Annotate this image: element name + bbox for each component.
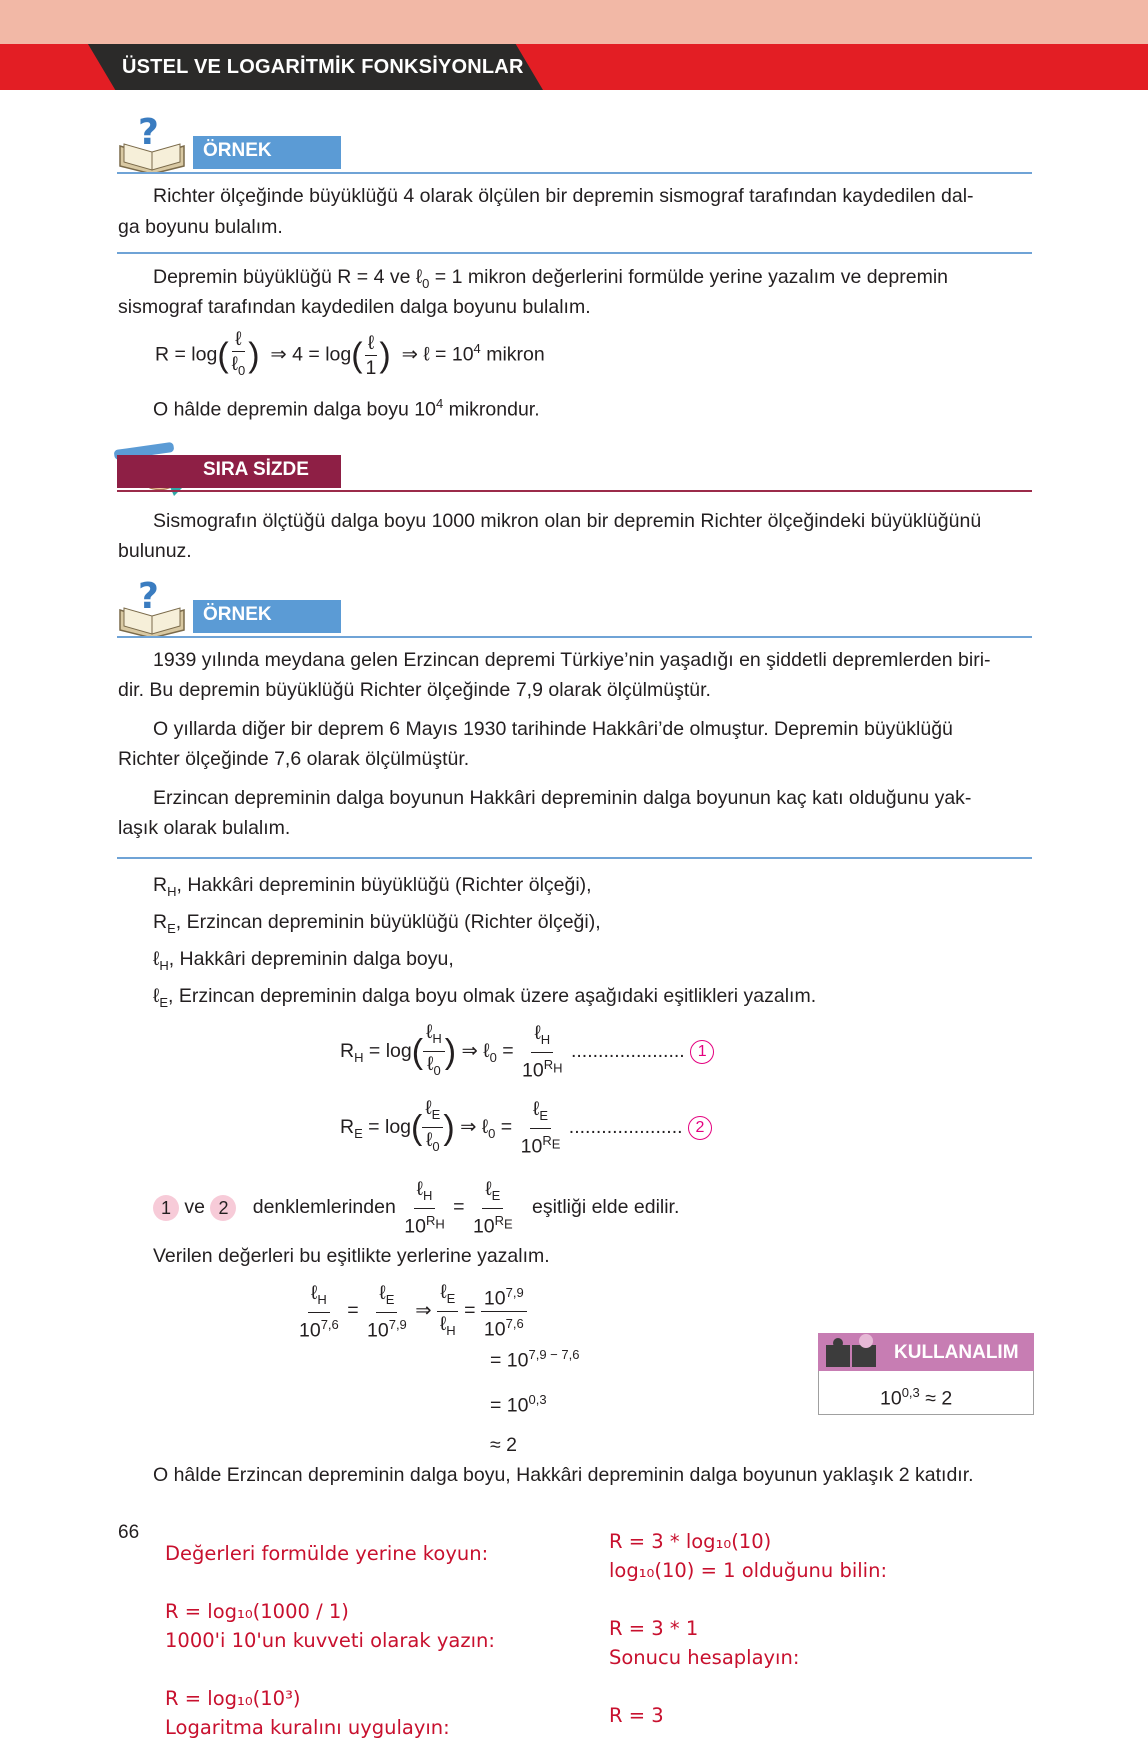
definition-rh: $R_H$, Hakkâri depreminin büyüklüğü (Richter ölçeği), — [153, 874, 592, 899]
computation-line3: = $10^{0,3}$ — [490, 1392, 547, 1417]
sira-sizde-bar — [117, 455, 193, 488]
definition-lh: ℓ$_H$, Hakkâri depreminin dalga boyu, — [153, 948, 454, 973]
annotation-left-2: R = log₁₀(1000 / 1) — [165, 1600, 349, 1623]
kullanalim-value: $10^{0,3} \approx 2$ — [880, 1385, 953, 1410]
example1-question-line2: ga boyunu bulalım. — [118, 216, 283, 238]
equation-2: $R_E = \log$( $\frac{\ell_E}{\ell_0}$ ) ⇒ ℓ$_0$ = $\frac{\ell_E}{10^{R_E}}$ ..................... 2 — [340, 1096, 712, 1165]
combined-equality: 1 ve 2 denklemlerinden $\frac{\ell_H}{10^{R_H}}$ = $\frac{\ell_E}{10^{R_E}}$ eşitliği elde edilir. — [153, 1176, 679, 1239]
book-question-icon — [116, 116, 188, 174]
sira-sizde-label: SIRA SİZDE — [193, 455, 341, 488]
annotation-right-2: log₁₀(10) = 1 olduğunu bilin: — [609, 1559, 888, 1582]
page-number: 66 — [118, 1522, 140, 1543]
definition-le: ℓ$_E$, Erzincan depreminin dalga boyu olmak üzere aşağıdaki eşitlikleri yazalım. — [153, 985, 817, 1010]
example2-p3-line2: laşık olarak bulalım. — [118, 817, 291, 839]
annotation-left-4: R = log₁₀(10³) — [165, 1687, 301, 1710]
ornek-label: ÖRNEK — [193, 136, 341, 169]
equation-ref-1: 1 — [153, 1195, 179, 1221]
example1-solution-line1: Depremin büyüklüğü R = 4 ve ℓ$_0$ = 1 mikron değerlerini formülde yerine yazalım ve depremin — [153, 266, 948, 291]
example2-final: O hâlde Erzincan depreminin dalga boyu, Hakkâri depreminin dalga boyunun yaklaşık 2 katıdır. — [153, 1464, 974, 1486]
example1-question-line1: Richter ölçeğinde büyüklüğü 4 olarak ölçülen bir depremin sismograf tarafından kaydedilen dal- — [153, 185, 974, 207]
divider — [117, 636, 1032, 638]
sira-sizde-line1: Sismografın ölçtüğü dalga boyu 1000 mikron olan bir depremin Richter ölçeğindeki büyüklüğünü — [153, 510, 982, 532]
annotation-right-4: Sonucu hesaplayın: — [609, 1646, 800, 1669]
puzzle-icon — [822, 1333, 888, 1371]
computation-line1: $\frac{\ell_H}{10^{7,6}}$ = $\frac{\ell_E}{10^{7,9}}$ ⇒ $\frac{\ell_E}{\ell_H}$ = $\frac{10^{7,9}}{10^{7,6}}$ — [296, 1280, 527, 1343]
equation-number-1: 1 — [690, 1040, 714, 1064]
header-top-band — [0, 0, 1148, 44]
svg-text:?: ? — [138, 580, 159, 617]
annotation-right-3: R = 3 * 1 — [609, 1617, 699, 1640]
divider — [117, 252, 1032, 254]
example1-solution-line2: sismograf tarafından kaydedilen dalga boyunu bulalım. — [118, 296, 591, 318]
divider — [117, 172, 1032, 174]
annotation-right-1: R = 3 * log₁₀(10) — [609, 1530, 772, 1553]
example1-conclusion: O hâlde depremin dalga boyu $10^4$ mikrondur. — [153, 396, 540, 421]
example2-p3-line1: Erzincan depreminin dalga boyunun Hakkâri depreminin dalga boyunun kaç katı olduğunu yak- — [153, 787, 972, 809]
annotation-left-1: Değerleri formülde yerine koyun: — [165, 1542, 489, 1565]
ornek-label: ÖRNEK — [193, 600, 341, 633]
book-question-icon — [116, 580, 188, 638]
computation-line2: = $10^{7,9 - 7,6}$ — [490, 1347, 580, 1372]
chapter-title: ÜSTEL VE LOGARİTMİK FONKSİYONLAR — [122, 56, 524, 78]
computation-line4: ≈ 2 — [490, 1434, 517, 1456]
sira-sizde-line2: bulunuz. — [118, 540, 192, 562]
equation-ref-2: 2 — [210, 1195, 236, 1221]
equation-1: $R_H = \log$( $\frac{\ell_H}{\ell_0}$ ) ⇒ ℓ$_0$ = $\frac{\ell_H}{10^{R_H}}$ ..................... 1 — [340, 1020, 714, 1089]
annotation-left-3: 1000'i 10'un kuvveti olarak yazın: — [165, 1629, 495, 1652]
definition-re: $R_E$, Erzincan depreminin büyüklüğü (Richter ölçeği), — [153, 911, 601, 936]
divider — [117, 857, 1032, 859]
example2-p1-line1: 1939 yılında meydana gelen Erzincan depremi Türkiye’nin yaşadığı en şiddetli depremlerden biri- — [153, 649, 991, 671]
svg-text:?: ? — [138, 116, 159, 153]
annotation-left-5: Logaritma kuralını uygulayın: — [165, 1716, 450, 1739]
divider — [117, 490, 1032, 492]
equation-number-2: 2 — [688, 1116, 712, 1140]
example2-p1-line2: dir. Bu depremin büyüklüğü Richter ölçeğinde 7,9 olarak ölçülmüştür. — [118, 679, 711, 701]
formula-richter: R = log( $\frac{\text{ℓ}}{\ell_0}$ ) ⇒ 4 = log( $\frac{\text{ℓ}}{1}$ ) ⇒ ℓ = $10^4$ mikron — [155, 328, 545, 379]
verilen-text: Verilen değerleri bu eşitlikte yerlerine yazalım. — [153, 1245, 550, 1267]
kullanalim-label: KULLANALIM — [894, 1342, 1019, 1363]
example2-p2-line1: O yıllarda diğer bir deprem 6 Mayıs 1930 tarihinde Hakkâri’de olmuştur. Depremin büyüklüğü — [153, 718, 953, 740]
example2-p2-line2: Richter ölçeğinde 7,6 olarak ölçülmüştür. — [118, 748, 470, 770]
annotation-right-5: R = 3 — [609, 1704, 664, 1727]
